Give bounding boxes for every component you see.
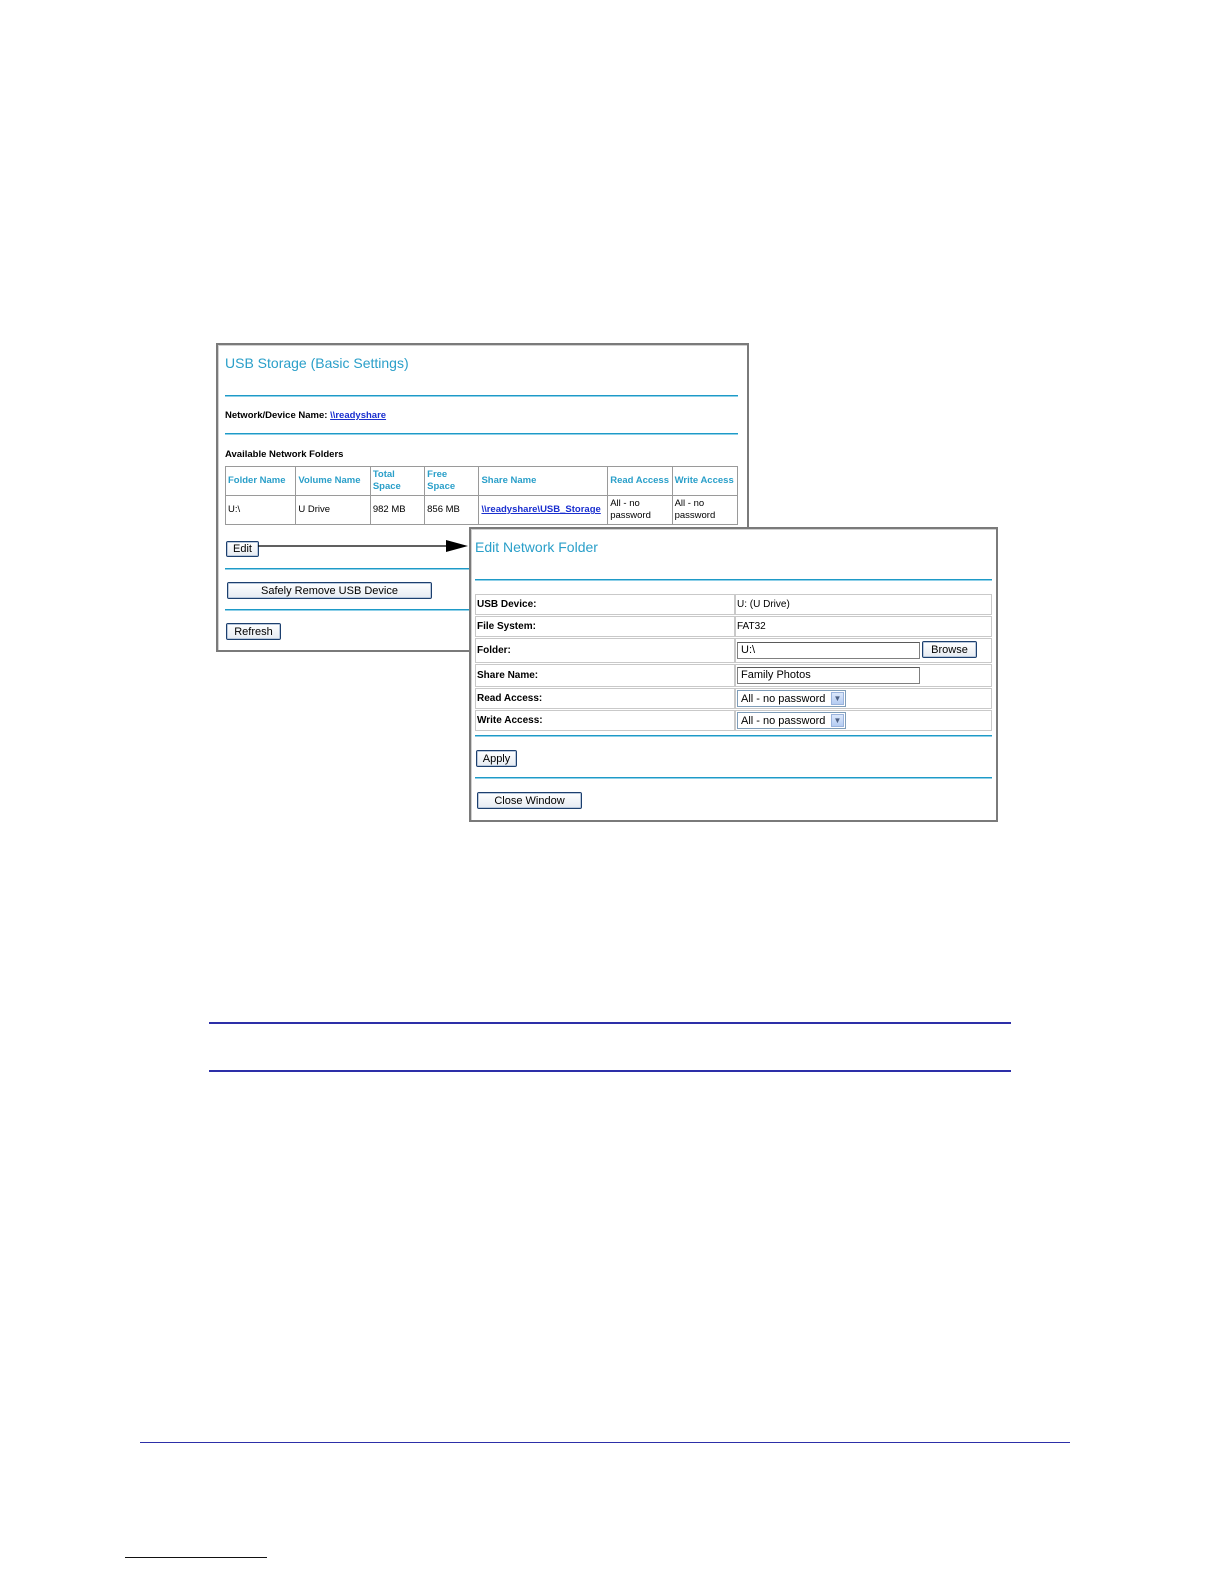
edit-folder-title: Edit Network Folder <box>475 539 598 555</box>
divider <box>225 568 475 570</box>
file-system-label: File System: <box>475 616 735 637</box>
read-access-row <box>475 688 992 709</box>
cell-folder-name: U:\ <box>226 496 296 525</box>
file-system-row <box>475 616 992 637</box>
write-access-row <box>475 710 992 731</box>
col-volume-name: Volume Name <box>296 467 370 496</box>
share-name-row <box>475 664 992 687</box>
cell-free-space: 856 MB <box>425 496 479 525</box>
col-share-name: Share Name <box>479 467 608 496</box>
divider <box>225 609 475 611</box>
table-header-row <box>226 467 738 496</box>
device-name-label: Network/Device Name: <box>225 410 328 421</box>
col-write-access: Write Access <box>672 467 737 496</box>
share-name-cell <box>735 664 992 687</box>
col-folder-name: Folder Name <box>226 467 296 496</box>
cell-read-access: All - no password <box>608 496 672 525</box>
share-name-link[interactable]: \\readyshare\USB_Storage <box>481 504 601 515</box>
table-row[interactable] <box>226 496 738 525</box>
folders-table <box>225 466 738 525</box>
divider <box>475 777 992 779</box>
footer-rule <box>140 1442 1070 1443</box>
write-access-label: Write Access: <box>475 710 735 731</box>
folder-value-cell <box>735 638 992 663</box>
share-name-label: Share Name: <box>475 664 735 687</box>
share-name-input[interactable]: Family Photos <box>737 667 920 684</box>
browse-button[interactable]: Browse <box>922 641 977 658</box>
refresh-button[interactable]: Refresh <box>226 623 281 640</box>
device-name-row <box>225 410 386 421</box>
read-access-cell <box>735 688 992 709</box>
safely-remove-button[interactable]: Safely Remove USB Device <box>227 582 432 599</box>
read-access-selected: All - no password <box>741 692 826 705</box>
read-access-label: Read Access: <box>475 688 735 709</box>
cell-share-name <box>479 496 608 525</box>
cell-volume-name: U Drive <box>296 496 370 525</box>
col-total-space: Total Space <box>370 467 424 496</box>
cell-write-access: All - no password <box>672 496 737 525</box>
chevron-down-icon[interactable]: ▼ <box>831 692 844 705</box>
folders-heading: Available Network Folders <box>225 449 344 460</box>
note-top-rule <box>209 1022 1011 1024</box>
write-access-cell <box>735 710 992 731</box>
usb-device-label: USB Device: <box>475 594 735 615</box>
apply-button[interactable]: Apply <box>476 750 517 767</box>
note-bottom-rule <box>209 1070 1011 1072</box>
folder-label: Folder: <box>475 638 735 663</box>
write-access-select[interactable] <box>737 712 846 729</box>
edit-button[interactable]: Edit <box>226 541 259 557</box>
divider <box>225 395 738 397</box>
usb-storage-title: USB Storage (Basic Settings) <box>225 355 409 371</box>
edit-network-folder-panel <box>469 527 998 822</box>
arrow-connector-icon <box>256 536 470 556</box>
chevron-down-icon[interactable]: ▼ <box>831 714 844 727</box>
divider <box>225 433 738 435</box>
usb-device-value: U: (U Drive) <box>735 594 992 615</box>
col-read-access: Read Access <box>608 467 672 496</box>
cell-total-space: 982 MB <box>370 496 424 525</box>
divider <box>475 579 992 581</box>
file-system-value: FAT32 <box>735 616 992 637</box>
read-access-select[interactable] <box>737 690 846 707</box>
close-window-button[interactable]: Close Window <box>477 792 582 809</box>
device-name-link[interactable]: \\readyshare <box>330 410 387 421</box>
write-access-selected: All - no password <box>741 714 826 727</box>
footnote-rule <box>125 1557 267 1558</box>
folder-row <box>475 638 992 663</box>
edit-folder-form <box>475 593 992 732</box>
folder-input[interactable]: U:\ <box>737 642 920 659</box>
col-free-space: Free Space <box>425 467 479 496</box>
divider <box>475 735 992 737</box>
usb-device-row <box>475 594 992 615</box>
